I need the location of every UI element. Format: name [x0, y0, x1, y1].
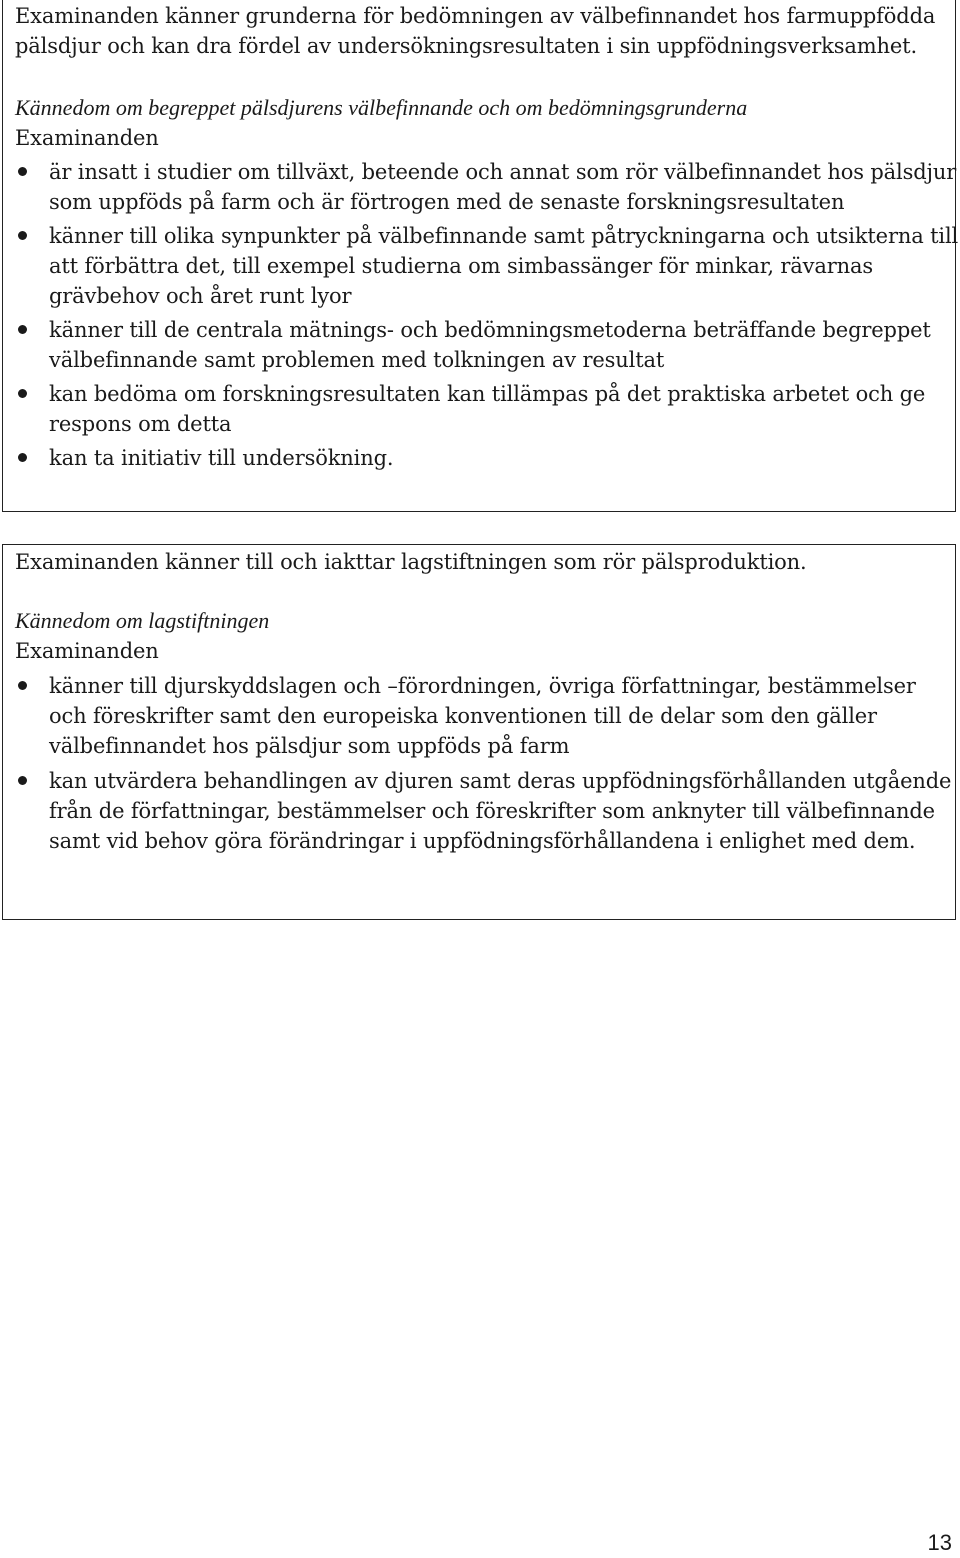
list-item [3, 766, 953, 856]
section-heading: Kännedom om lagstiftningen [15, 608, 270, 633]
intro-line: Examinanden känner till och iakttar lagstiftningen som rör pälsproduktion. [15, 550, 807, 574]
list-item [3, 221, 959, 311]
subject-label: Examinanden [15, 126, 159, 150]
list-item-text: är insatt i studier om tillväxt, beteende och annat som rör välbefinnandet hos pälsdjur [49, 160, 957, 184]
intro-line: pälsdjur och kan dra fördel av undersökningsresultaten i sin uppfödningsverksamhet. [15, 34, 917, 58]
list-item-text: känner till djurskyddslagen och –förordningen, övriga författningar, bestämmelser [49, 674, 916, 698]
list-item-text: samt vid behov göra förändringar i uppfödningsförhållandena i enlighet med dem. [49, 829, 916, 853]
page-number: 13 [927, 1530, 952, 1555]
list-item-text: respons om detta [49, 412, 232, 436]
subject-label: Examinanden [15, 639, 159, 663]
list-item [3, 379, 953, 439]
list-item-text: kan utvärdera behandlingen av djuren samt deras uppfödningsförhållanden utgående [49, 769, 952, 793]
list-item-text: välbefinnandet hos pälsdjur som uppföds på farm [49, 734, 570, 758]
list-item-text: från de författningar, bestämmelser och föreskrifter som anknyter till välbefinnande [49, 799, 935, 823]
criteria-list [3, 157, 959, 473]
bullet-icon [18, 681, 27, 690]
competence-box-welfare [2, 0, 959, 512]
list-item-text: och föreskrifter samt den europeiska konventionen till de delar som den gäller [49, 704, 877, 728]
list-item-text: att förbättra det, till exempel studierna om simbassänger för minkar, rävarnas [49, 254, 873, 278]
bullet-icon [18, 325, 27, 334]
list-item [3, 157, 957, 217]
list-item-text: känner till de centrala mätnings- och bedömningsmetoderna beträffande begreppet [49, 318, 931, 342]
competence-box-legislation [2, 544, 956, 920]
list-item-text: välbefinnande samt problemen med tolkningen av resultat [49, 348, 665, 372]
bullet-icon [18, 453, 27, 462]
list-item-text: kan bedöma om forskningsresultaten kan tillämpas på det praktiska arbetet och ge [49, 382, 926, 406]
criteria-list [3, 671, 953, 856]
bullet-icon [18, 231, 27, 240]
bullet-icon [18, 167, 27, 176]
section-heading: Kännedom om begreppet pälsdjurens välbefinnande och om bedömningsgrunderna [15, 95, 748, 120]
list-item [3, 443, 953, 473]
bullet-icon [18, 389, 27, 398]
list-item-text: som uppföds på farm och är förtrogen med de senaste forskningsresultaten [49, 190, 845, 214]
list-item [3, 315, 953, 375]
bullet-icon [18, 776, 27, 785]
list-item-text: känner till olika synpunkter på välbefinnande samt påtryckningarna och utsikterna till [49, 224, 959, 248]
intro-line: Examinanden känner grunderna för bedömningen av välbefinnandet hos farmuppfödda [15, 4, 936, 28]
list-item-text: kan ta initiativ till undersökning. [49, 446, 394, 470]
list-item-text: grävbehov och året runt lyor [49, 284, 352, 308]
list-item [3, 671, 953, 761]
